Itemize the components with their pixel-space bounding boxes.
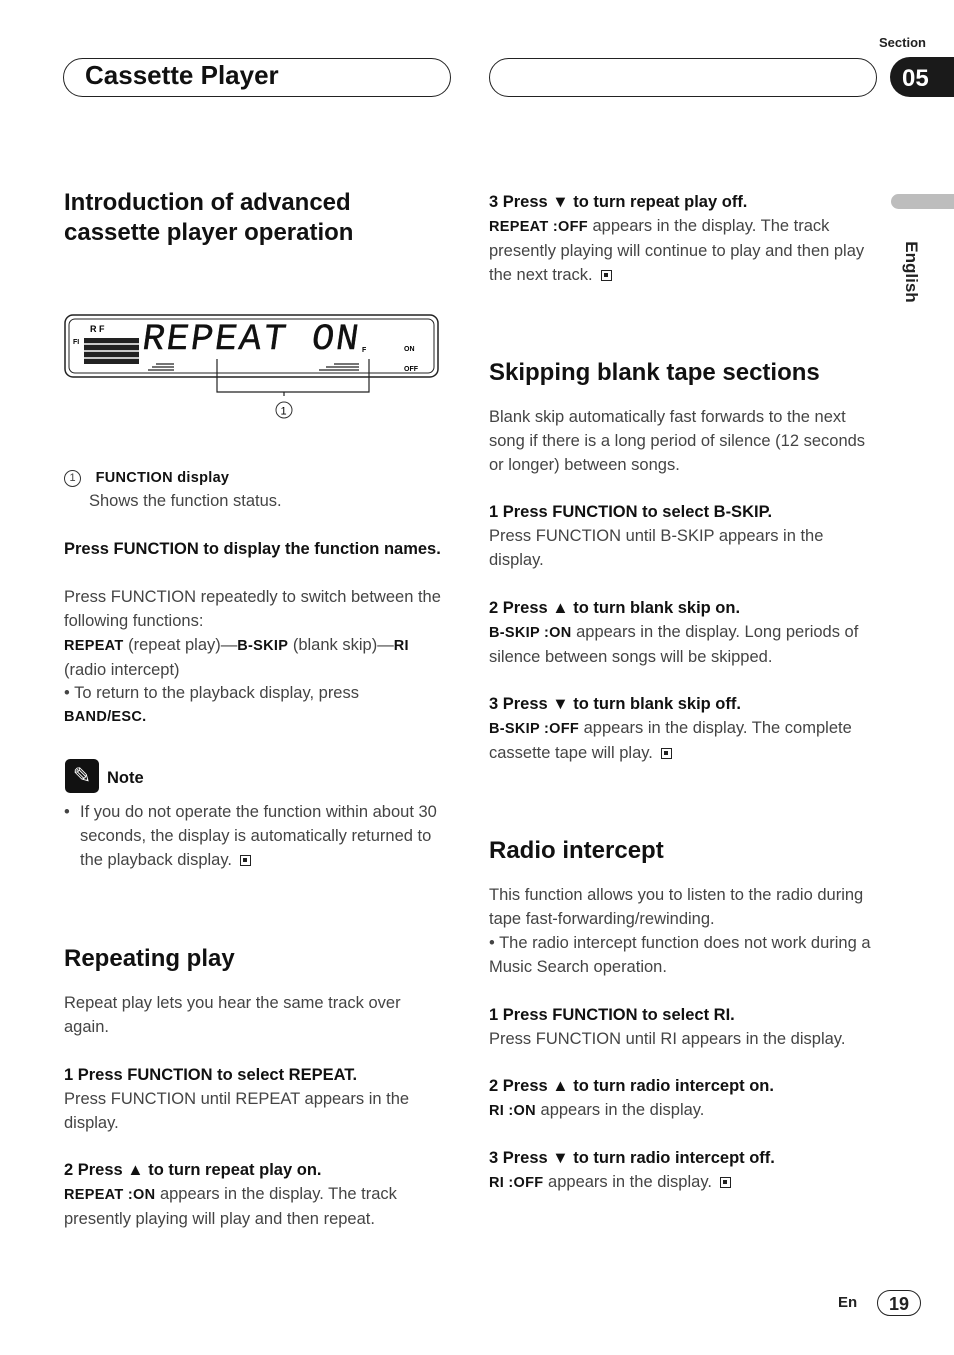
- ri-step3-body: RI :OFF appears in the display.: [489, 1170, 731, 1195]
- bskip-step2: 2 Press ▲ to turn blank skip on.: [489, 599, 741, 617]
- language-label: English: [902, 241, 921, 303]
- bskip-step2-body: B-SKIP :ON appears in the display. Long periods of silence between songs will be skipped.: [489, 623, 859, 666]
- lcd-level-bars-left: [84, 338, 139, 364]
- function-list: [64, 633, 449, 682]
- ri-step3: 3 Press ▼ to turn radio intercept off.: [489, 1149, 775, 1167]
- repeat-step1: 1 Press FUNCTION to select REPEAT.: [64, 1066, 358, 1084]
- bskip-step1: 1 Press FUNCTION to select B-SKIP.: [489, 503, 773, 521]
- section-label: Section: [879, 35, 926, 50]
- callout-description: Shows the function status.: [89, 492, 282, 510]
- note-text: If you do not operate the function within about 30 seconds, the display is automatically returned to the playback display.: [80, 803, 437, 869]
- press-function-body: Press FUNCTION repeatedly to switch between the following functions:: [64, 588, 441, 630]
- stop-icon: [661, 748, 672, 759]
- lcd-fi-label: FI: [73, 339, 80, 346]
- ri-step2-body: RI :ON appears in the display.: [489, 1101, 705, 1119]
- repeat-step2-body: REPEAT :ON appears in the display. The track presently playing will play and then repeat.: [64, 1185, 397, 1228]
- stop-icon: [601, 270, 612, 281]
- bskip-step3-body: B-SKIP :OFF appears in the display. The complete cassette tape will play.: [489, 719, 852, 762]
- intro-heading-line2: cassette player operation: [64, 219, 354, 246]
- func-ri: RI: [393, 638, 409, 654]
- bskip-step1-body: Press FUNCTION until B-SKIP appears in the display.: [489, 527, 824, 569]
- func-ri-desc: (radio intercept): [64, 661, 180, 679]
- section-number-badge: 05: [890, 57, 954, 97]
- lcd-on-label: ON: [404, 346, 415, 353]
- language-tab: [891, 194, 954, 209]
- note-pencil-icon: ✎: [65, 759, 99, 793]
- press-function-heading: Press FUNCTION to display the function names.: [64, 540, 441, 558]
- callout-title: FUNCTION display: [95, 470, 230, 486]
- stop-icon: [240, 855, 251, 866]
- ri-step1-body: Press FUNCTION until RI appears in the display.: [489, 1030, 846, 1048]
- lcd-main-text: REPEAT ON: [139, 319, 364, 361]
- note-label: Note: [107, 769, 144, 787]
- footer-language: En: [838, 1294, 858, 1311]
- func-repeat: REPEAT: [64, 638, 124, 654]
- band-esc-label: BAND/ESC.: [64, 709, 147, 725]
- repeat-step2: 2 Press ▲ to turn repeat play on.: [64, 1161, 322, 1179]
- intro-heading-line1: Introduction of advanced: [64, 189, 351, 216]
- page-number: 19: [877, 1290, 921, 1316]
- note-bullet: •: [64, 803, 70, 821]
- func-repeat-desc: (repeat play)—: [128, 636, 238, 654]
- header-empty-frame: [489, 58, 877, 97]
- radio-note: • The radio intercept function does not work during a Music Search operation.: [489, 934, 871, 976]
- repeating-intro: Repeat play lets you hear the same track over again.: [64, 994, 401, 1036]
- skipping-intro: Blank skip automatically fast forwards to the next song if there is a long period of silence (12 seconds or longer) between songs.: [489, 408, 866, 474]
- repeat-step3-body: REPEAT :OFF appears in the display. The track presently playing will continue to play and then play the next track.: [489, 217, 865, 284]
- func-bskip: B-SKIP: [237, 638, 289, 654]
- repeat-step1-body: Press FUNCTION until REPEAT appears in the display.: [64, 1090, 410, 1132]
- callout-number: 1: [280, 405, 287, 418]
- repeat-step3: 3 Press ▼ to turn repeat play off.: [489, 193, 748, 211]
- return-note: • To return to the playback display, press: [64, 684, 359, 702]
- stop-icon: [720, 1177, 731, 1188]
- lcd-off-label: OFF: [404, 366, 418, 373]
- bskip-step3: 3 Press ▼ to turn blank skip off.: [489, 695, 741, 713]
- ri-step2: 2 Press ▲ to turn radio intercept on.: [489, 1077, 774, 1095]
- page-title: Cassette Player: [85, 60, 279, 90]
- radio-heading: Radio intercept: [489, 837, 664, 864]
- lcd-display-illustration: [64, 314, 440, 424]
- lcd-f-indicator: F: [362, 347, 367, 354]
- callout-item: [64, 465, 454, 490]
- radio-intro: This function allows you to listen to the radio during tape fast-forwarding/rewinding.: [489, 886, 864, 928]
- skipping-heading: Skipping blank tape sections: [489, 359, 820, 386]
- lcd-rf-label: R F: [90, 324, 105, 334]
- repeating-heading: Repeating play: [64, 945, 235, 972]
- ri-step1: 1 Press FUNCTION to select RI.: [489, 1006, 735, 1024]
- func-bskip-desc: (blank skip)—: [292, 636, 394, 654]
- callout-marker: 1: [64, 470, 81, 487]
